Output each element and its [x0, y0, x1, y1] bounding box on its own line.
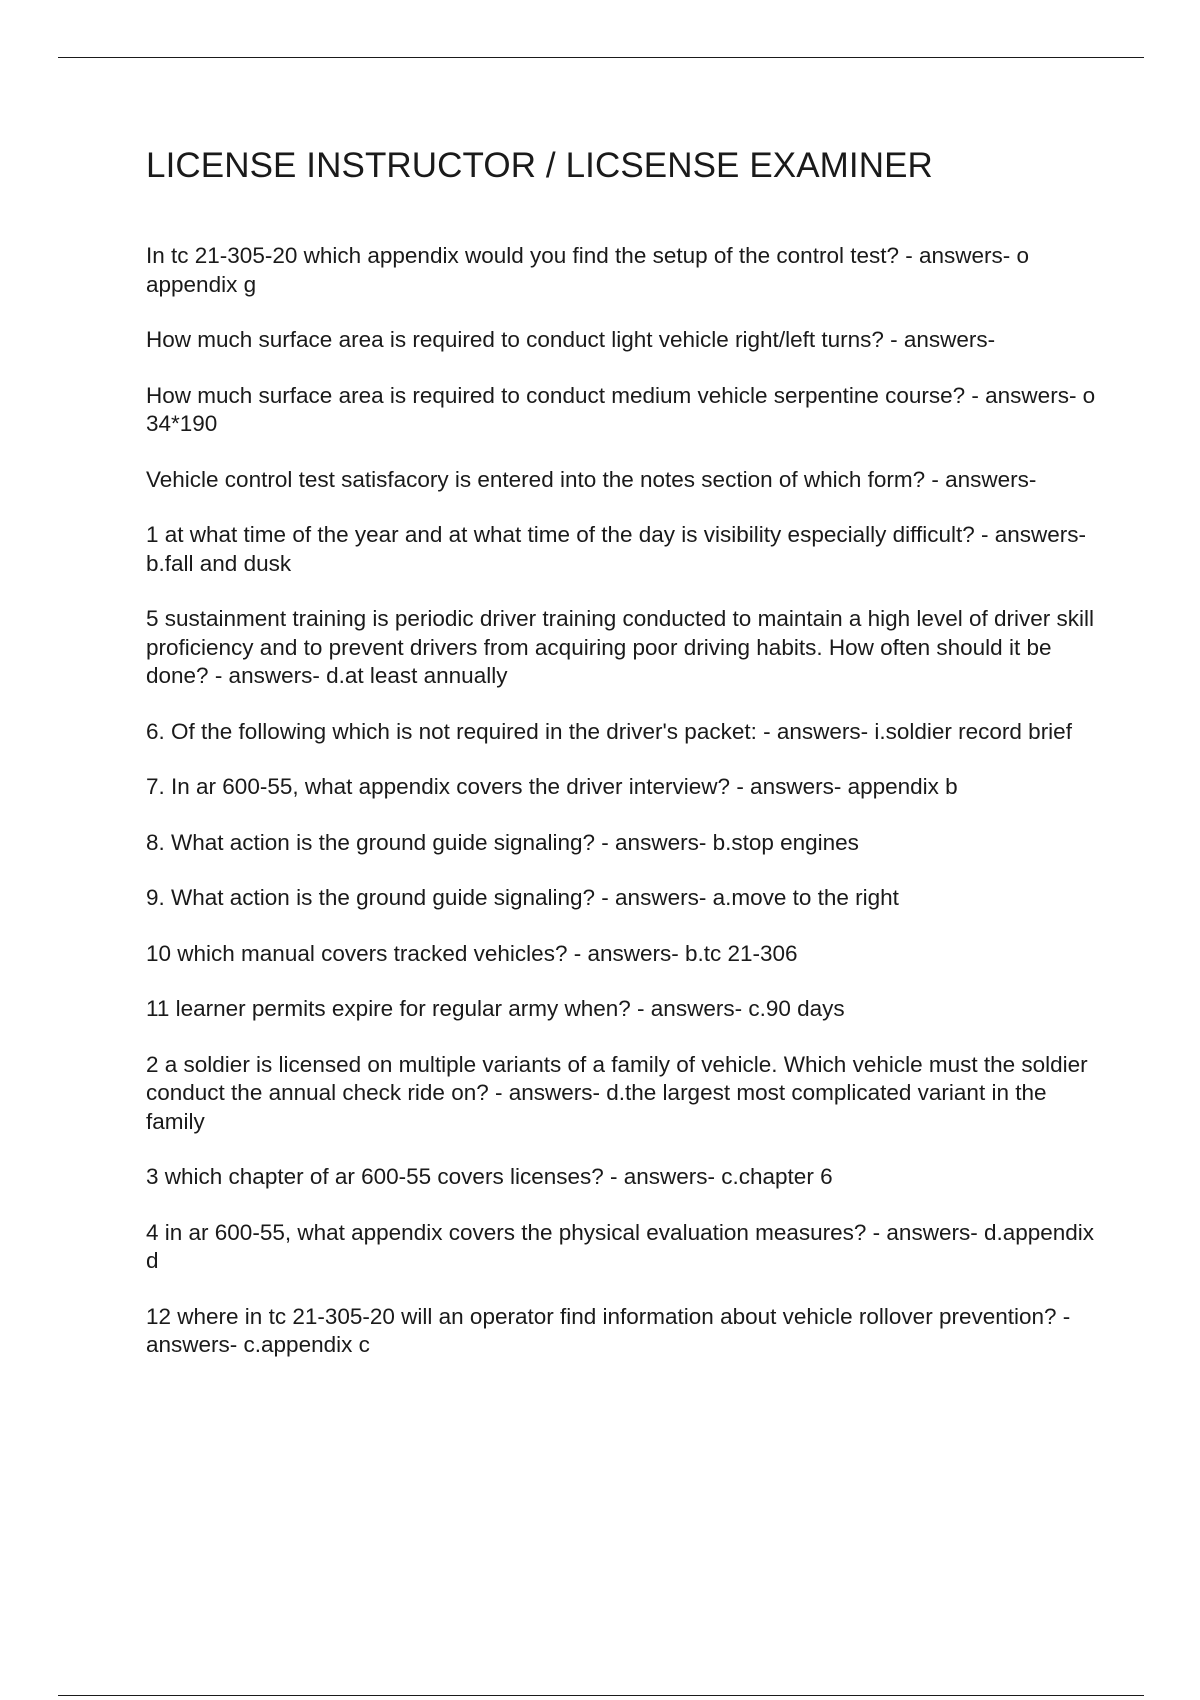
qa-item: 4 in ar 600-55, what appendix covers the physical evaluation measures? - answers- d.appendix d	[146, 1219, 1095, 1273]
page-title: LICENSE INSTRUCTOR / LICSENSE EXAMINER	[146, 146, 933, 185]
qa-item: In tc 21-305-20 which appendix would you find the setup of the control test? - answers- o appendix g	[146, 243, 1030, 297]
qa-item: 6. Of the following which is not required in the driver's packet: - answers- i.soldier record brief	[146, 718, 1072, 744]
qa-item: 8. What action is the ground guide signaling? - answers- b.stop engines	[146, 829, 859, 855]
qa-item: Vehicle control test satisfacory is entered into the notes section of which form? - answers-	[146, 466, 1037, 492]
qa-item: 7. In ar 600-55, what appendix covers the driver interview? - answers- appendix b	[146, 774, 958, 799]
bottom-divider	[58, 1695, 1144, 1696]
qa-item: 5 sustainment training is periodic driver training conducted to maintain a high level of driver skill proficiency and to prevent drivers from acquiring poor driving habits. How often should it be done? - answers- d.at least annually	[146, 606, 1094, 688]
qa-item: 2 a soldier is licensed on multiple variants of a family of vehicle. Which vehicle must the soldier conduct the annual check ride on? - answers- d.the largest most complicated variant in the family	[146, 1051, 1088, 1134]
qa-item: How much surface area is required to conduct light vehicle right/left turns? - answers-	[146, 327, 996, 352]
qa-item: 9. What action is the ground guide signaling? - answers- a.move to the right	[146, 885, 899, 910]
qa-item: 10 which manual covers tracked vehicles? - answers- b.tc 21-306	[146, 940, 798, 966]
qa-list	[146, 242, 1096, 1387]
qa-item: 1 at what time of the year and at what time of the day is visibility especially difficult? - answers- b.fall and dusk	[146, 522, 1087, 576]
qa-item: 12 where in tc 21-305-20 will an operator find information about vehicle rollover prevention? - answers- c.appendix c	[146, 1303, 1071, 1357]
qa-item: How much surface area is required to conduct medium vehicle serpentine course? - answers- o 34*190	[146, 382, 1096, 436]
qa-item: 3 which chapter of ar 600-55 covers licenses? - answers- c.chapter 6	[146, 1164, 833, 1189]
top-divider	[58, 57, 1144, 58]
qa-item: 11 learner permits expire for regular army when? - answers- c.90 days	[146, 996, 845, 1021]
